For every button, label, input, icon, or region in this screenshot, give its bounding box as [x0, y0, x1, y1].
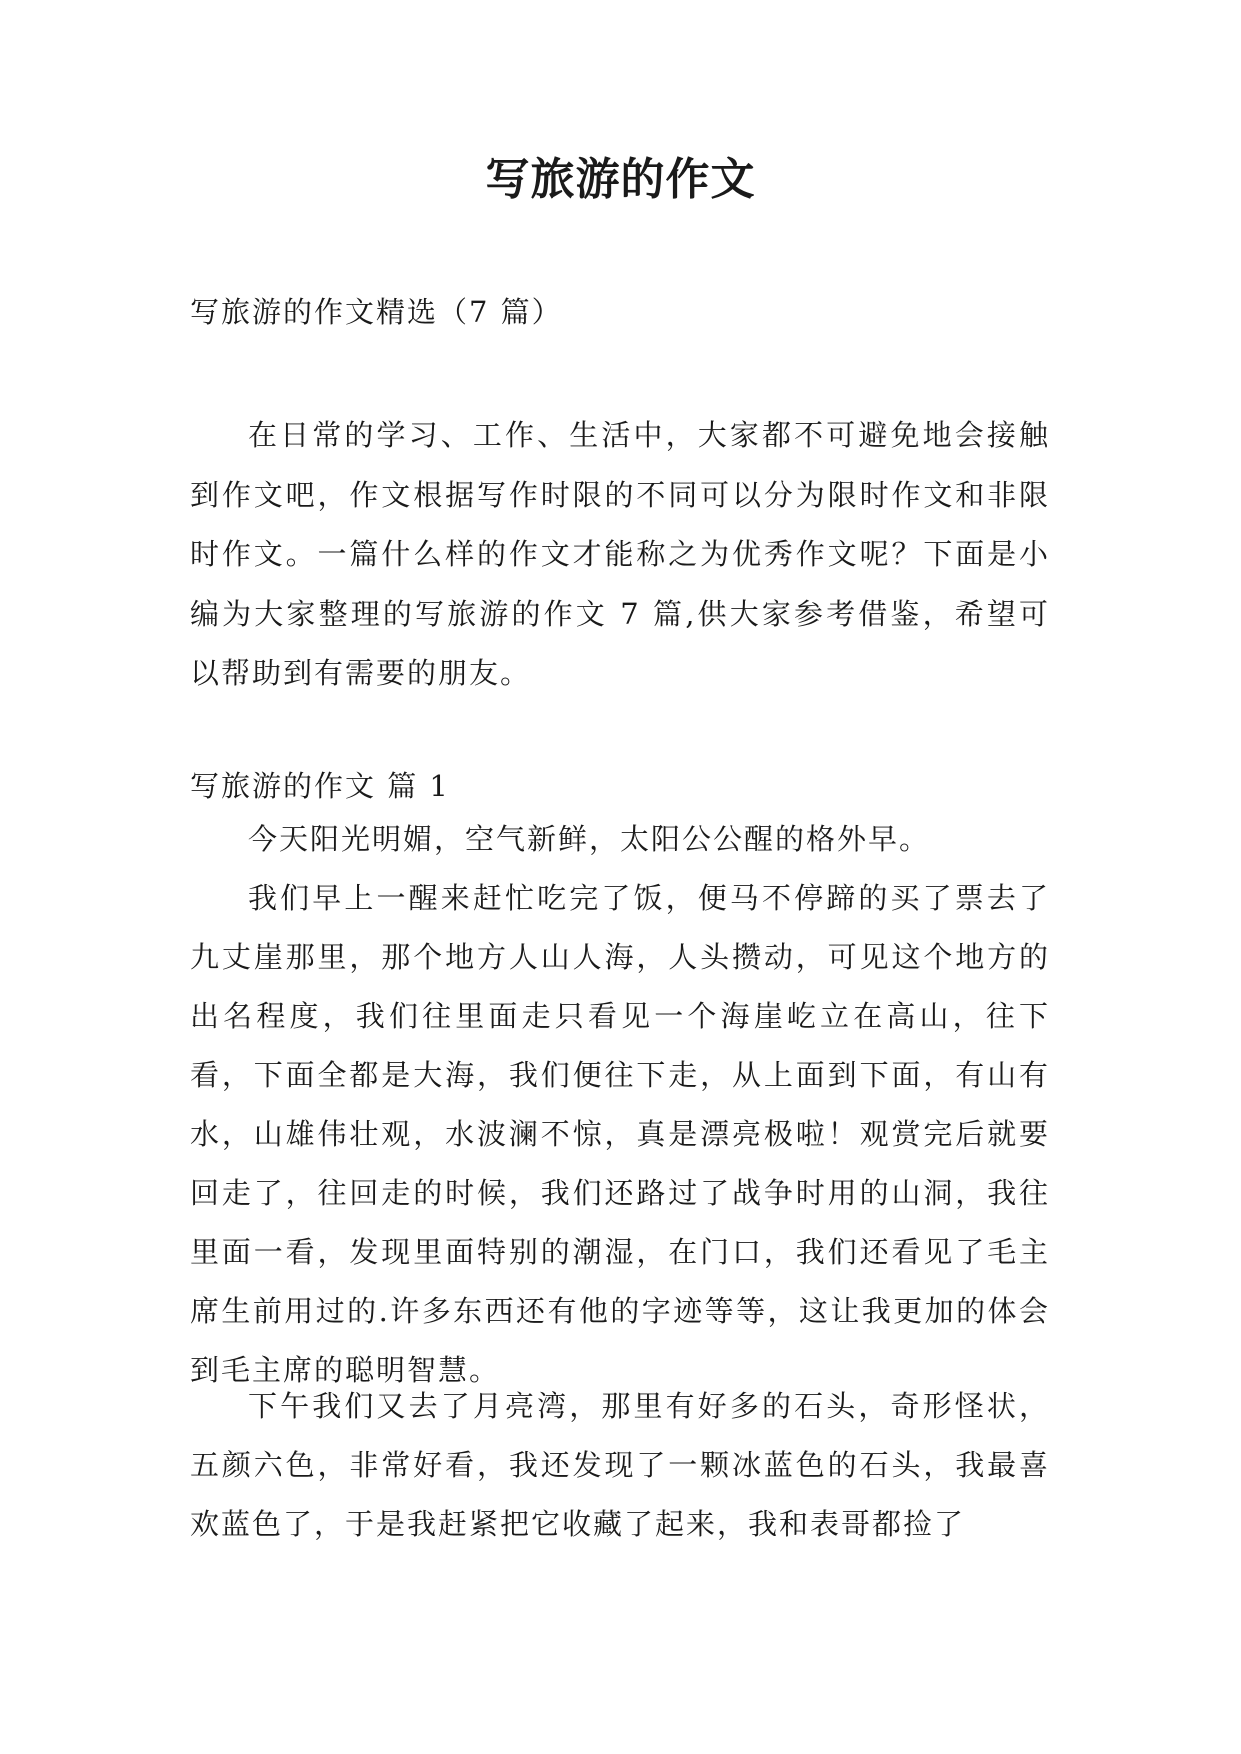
document-subtitle: 写旅游的作文精选（7 篇） — [190, 295, 563, 329]
section-heading: 写旅游的作文 篇 1 — [190, 769, 450, 803]
intro-paragraph: 在日常的学习、工作、生活中，大家都不可避免地会接触到作文吧，作文根据写作时限的不同可以分为限时作文和非限时作文。一篇什么样的作文才能称之为优秀作文呢？下面是小编为大家整理的写旅游的作文 7 篇,供大家参考借鉴，希望可以帮助到有需要的朋友。 — [190, 418, 1050, 690]
body-paragraph: 今天阳光明媚，空气新鲜，太阳公公醒的格外早。 — [248, 822, 931, 856]
document-title: 写旅游的作文 — [485, 154, 756, 205]
body-paragraph: 我们早上一醒来赶忙吃完了饭，便马不停蹄的买了票去了九丈崖那里，那个地方人山人海，人头攒动，可见这个地方的出名程度，我们往里面走只看见一个海崖屹立在高山，往下看，下面全都是大海，我们便往下走，从上面到下面，有山有水，山雄伟壮观，水波澜不惊，真是漂亮极啦！观赏完后就要回走了，往回走的时候，我们还路过了战争时用的山洞，我往里面一看，发现里面特别的潮湿，在门口，我们还看见了毛主席生前用过的.许多东西还有他的字迹等等，这让我更加的体会到毛主席的聪明智慧。 — [190, 881, 1050, 1387]
body-paragraph: 下午我们又去了月亮湾，那里有好多的石头，奇形怪状，五颜六色，非常好看，我还发现了一颗冰蓝色的石头，我最喜欢蓝色了，于是我赶紧把它收藏了起来，我和表哥都捡了 — [190, 1389, 1050, 1541]
